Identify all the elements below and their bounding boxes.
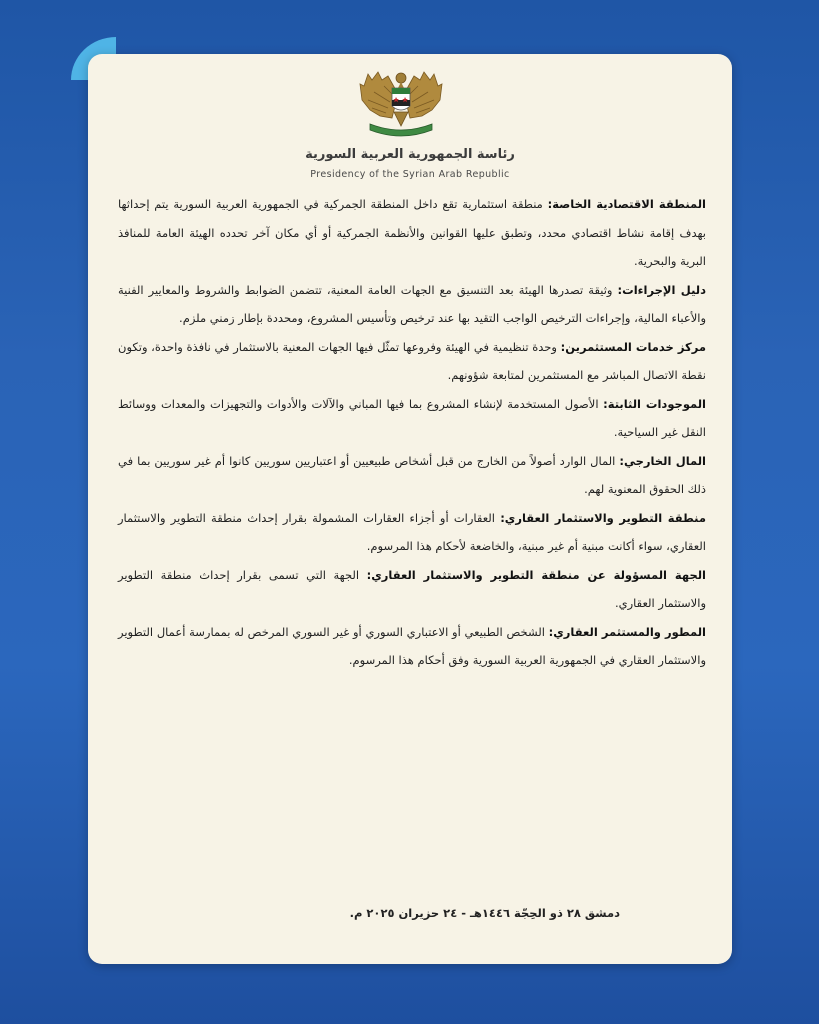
definition-term: المال الخارجي: xyxy=(619,453,706,468)
definition-item xyxy=(118,390,706,447)
definition-term: منطقة التطوير والاستثمار العقاري: xyxy=(500,510,706,525)
definition-term: دليل الإجراءات: xyxy=(617,282,706,297)
definition-text: الشخص الطبيعي أو الاعتباري السوري أو غير السوري المرخص له بممارسة أعمال التطوير والاستثمار العقاري في الجمهورية العربية السورية وفق أحكام هذا المرسوم. xyxy=(118,624,706,667)
definition-term: المطور والمستثمر العقاري: xyxy=(548,624,707,639)
definition-text: وحدة تنظيمية في الهيئة وفروعها تمثّل فيها الجهات المعنية بالاستثمار في نافذة واحدة، وتكون نقطة الاتصال المباشر مع المستثمرين لمتابعة شؤونهم. xyxy=(118,339,706,382)
decree-page xyxy=(88,54,732,964)
definition-text: الأصول المستخدمة لإنشاء المشروع بما فيها المباني والآلات والأدوات والتجهيزات والمعدات ووسائط النقل غير السياحية. xyxy=(118,396,706,439)
definition-term: المنطقة الاقتصادية الخاصة: xyxy=(547,197,707,211)
presidency-title-arabic: رئاسة الجمهورية العربية السورية xyxy=(305,147,515,162)
definition-text: منطقة استثمارية تقع داخل المنطقة الجمركية في الجمهورية العربية السورية يتم إحداثها بهدف إقامة نشاط اقتصادي محدد، وتطبق عليها القوانين والأنظمة الجمركية أو أي مكان آخر تحدده الهيئة العامة للمنافذ البرية والبحرية. xyxy=(118,197,706,268)
definition-text: المال الوارد أصولاً من الخارج من قبل أشخاص طبيعيين أو اعتباريين سوريين كانوا أم غير سوريين بما في ذلك الحقوق المعنوية لهم. xyxy=(118,453,706,496)
definition-item xyxy=(118,333,706,390)
definition-term: مركز خدمات المستثمرين: xyxy=(560,339,706,354)
presidency-title-english: Presidency of the Syrian Arab Republic xyxy=(310,169,510,180)
definition-item xyxy=(118,276,706,333)
definition-item xyxy=(118,447,706,504)
definition-item xyxy=(118,561,706,618)
definition-text: العقارات أو أجزاء العقارات المشمولة بقرار إحداث منطقة التطوير والاستثمار العقاري، سواء أكانت مبنية أم غير مبنية، والخاضعة لأحكام هذا المرسوم. xyxy=(118,510,706,553)
definition-item xyxy=(118,618,706,675)
definition-text: الجهة التي تسمى بقرار إحداث منطقة التطوير والاستثمار العقاري. xyxy=(118,567,706,610)
definition-item xyxy=(118,504,706,561)
syrian-eagle-emblem-icon xyxy=(358,66,444,140)
definition-term: الموجودات الثابتة: xyxy=(603,396,706,411)
definition-item xyxy=(118,190,706,276)
definitions-list xyxy=(118,190,706,675)
definition-text: وثيقة تصدرها الهيئة بعد التنسيق مع الجهات العامة المعنية، تتضمن الضوابط والشروط والمعايير الفنية والأعباء المالية، وإجراءات الترخيص الواجب التقيد بها عند ترخيص وتأسيس المشروع، ومحددة بإطار زمني ملزم. xyxy=(118,282,706,325)
issue-date: دمشق ٢٨ ذو الحِجّة ١٤٤٦هـ - ٢٤ حزيران ٢٠٢٥ م. xyxy=(349,906,620,920)
definition-term: الجهة المسؤولة عن منطقة التطوير والاستثمار العقاري: xyxy=(366,567,706,582)
